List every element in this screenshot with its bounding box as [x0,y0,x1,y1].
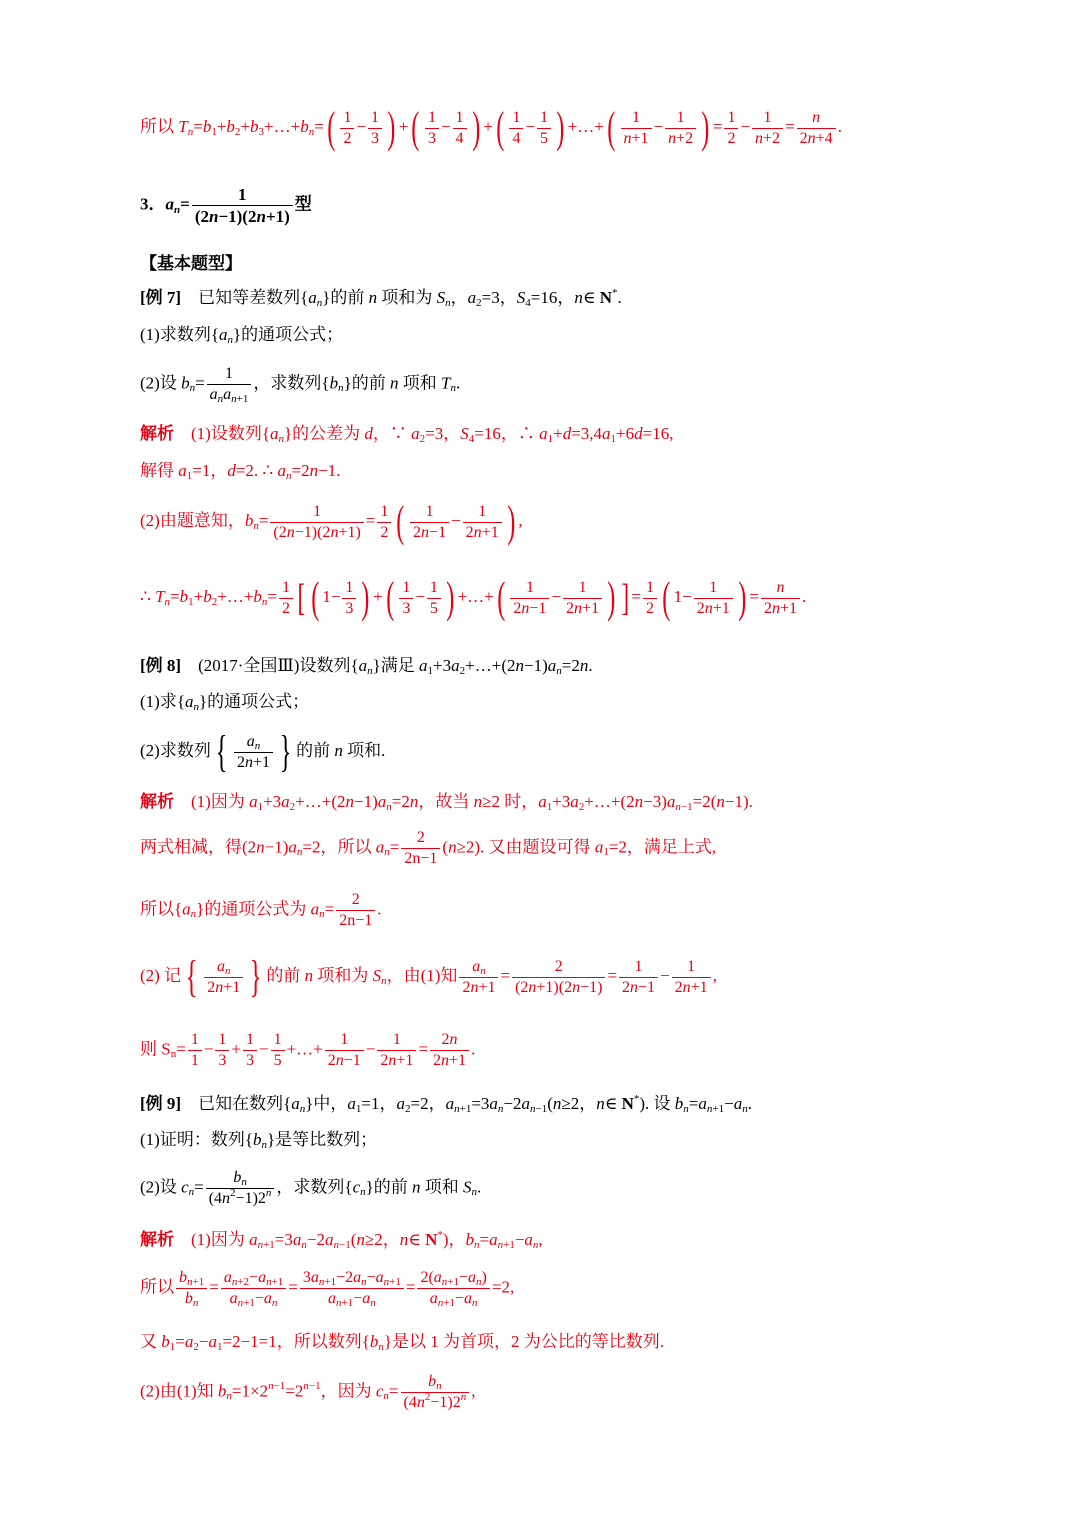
example-7-tag: [例 7] [140,288,182,307]
example-7-solution-4: ∴ Tn=b1+b2+…+bn= $\frac{1}{2}$ [ ( 1− $\frac{1}{3}$ ) +( $\frac{1}{3}$ − $\frac{1}{5}$ ) +…+( $\frac{1}{2n-1}$ − $\frac{1}{2n+1}$ ) ] = $\frac{1}{2}$ ( 1− $\frac{1}{2n+1}$ ) = $\frac{n}{2n+1}$ . [140,573,807,622]
example-9-solution-4: (2)由(1)知 $bn=1\times 2^{n-1}=2^{n-1}$，因为 cn= $\frac{bn}{(4n^2-1)2^n}$ , [140,1373,476,1411]
example-9-solution-2: 所以 $\frac{bn+1}{bn}$ = $\frac{an+2-an+1}{an+1-an}$ = $\frac{3an+1-2an-an+1}{an+1-an}$ = $\frac{2(an+1-an)}{an+1-an}$ =2, [140,1269,515,1309]
example-9-tag: [例 9] [140,1094,182,1113]
example-9-solution-1: 解析 (1)因为 an+1=3an−2an−1(n≥2，n∈ N*)，bn=an+1−an, [140,1229,543,1251]
section-3-heading: 3．an= $\frac{1}{(2n-1)(2n+1)}$ 型 [140,185,312,227]
example-8-solution-5: 则 Sn= $\frac{1}{1}$ − $\frac{1}{3}$ + $\frac{1}{3}$ − $\frac{1}{5}$ +…+ $\frac{1}{2n-1}$ − $\frac{1}{2n+1}$ = $\frac{2n}{2n+1}$ . [140,1031,476,1069]
example-8-solution-2: 两式相减，得(2n−1)an=2，所以 an= $\frac{2}{2n-1}$ (n≥2). 又由题设可得 a1=2，满足上式, [140,829,717,867]
example-8-tag: [例 8] [140,656,182,675]
example-8-solution-1: 解析 (1)因为 a1+3a2+…+(2n−1)an=2n，故当 n≥2 时，a1+3a2+…+(2n−3)an−1=2(n−1). [140,792,753,813]
line-tn-telescoping: 所以 Tn=b1+b2+b3+…+bn=( $\frac{1}{2}$ − $\frac{1}{3}$ ) +( $\frac{1}{3}$ − $\frac{1}{4}$ ) +( $\frac{1}{4}$ − $\frac{1}{5}$ ) +…+( $\frac{1}{n+1}$ − $\frac{1}{n+2}$ ) = $\frac{1}{2}$ − $\frac{1}{n+2}$ = $\frac{n}{2n+4}$ . [140,103,842,152]
example-8-question-2: (2)求数列 { $\frac{an}{2n+1}$ } 的前 n 项和. [140,727,386,776]
example-8-solution-4: (2) 记 { $\frac{an}{2n+1}$ } 的前 n 项和为 Sn，由(1)知 $\frac{an}{2n+1}$ = $\frac{2}{(2n+1)(2n-1)}$ = $\frac{1}{2n-1}$ − $\frac{1}{2n+1}$ , [140,952,717,1001]
example-7-solution-2: 解得 a1=1，d=2. ∴ an=2n−1. [140,461,341,482]
example-9-statement: [例 9] 已知在数列{an}中，a1=1，a2=2，an+1=3an−2an−1(n≥2，n∈ N*). 设 bn=an+1−an. [140,1093,752,1115]
example-9-solution-3: 又 b1=a2−a1=2−1=1，所以数列{bn}是以 1 为首项，2 为公比的等比数列. [140,1332,665,1353]
example-7-solution-3: (2)由题意知，bn= $\frac{1}{(2n-1)(2n+1)}$ = $\frac{1}{2}$ ( $\frac{1}{2n-1}$ − $\frac{1}{2n+1}$ ) , [140,497,523,546]
example-7-question-1: (1)求数列{an}的通项公式； [140,325,344,346]
basic-type-heading: 【基本题型】 [140,254,242,273]
example-8-question-1: (1)求{an}的通项公式； [140,692,310,713]
example-8-statement: [例 8] (2017·全国Ⅲ)设数列{an}满足 a1+3a2+…+(2n−1)an=2n. [140,656,593,677]
example-7-solution-1: 解析 (1)设数列{an}的公差为 d，∵ a2=3，S4=16，∴ a1+d=3,4a1+6d=16, [140,424,674,445]
example-7-question-2: (2)设 bn= 1 anan+1 ，求数列{bn}的前 n 项和 Tn. [140,365,461,405]
solution-label: 解析 [140,424,174,443]
example-7-statement: [例 7] 已知等差数列{an}的前 n 项和为 Sn，a2=3，S4=16，n∈ N*. [140,287,622,309]
example-9-question-2: (2)设 cn= $\frac{bn}{(4n^2-1)2^n}$ ，求数列{cn}的前 n 项和 Sn. [140,1169,482,1207]
solution-label: 解析 [140,1230,174,1249]
example-9-question-1: (1)证明：数列{bn}是等比数列； [140,1130,378,1151]
example-8-solution-3: 所以{an}的通项公式为 an= $\frac{2}{2n-1}$ . [140,891,382,929]
solution-label: 解析 [140,792,174,811]
